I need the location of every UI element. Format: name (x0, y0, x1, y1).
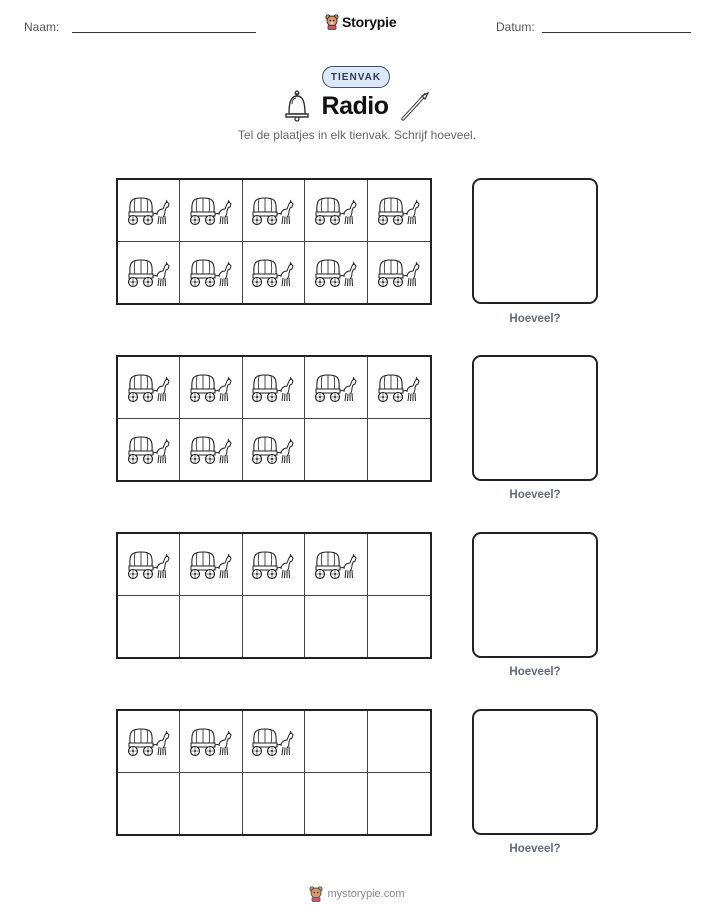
ten-frame-cell (180, 180, 242, 242)
question-label-3: Hoeveel? (509, 666, 561, 678)
covered-wagon-icon (251, 371, 295, 403)
covered-wagon-icon (127, 194, 171, 226)
ten-frame-cell (305, 534, 367, 596)
covered-wagon-icon (127, 725, 171, 757)
question-label-1: Hoeveel? (509, 313, 561, 325)
ten-frame-cell (180, 357, 242, 419)
ten-frame-cell (243, 534, 305, 596)
covered-wagon-icon (377, 194, 421, 226)
covered-wagon-icon (314, 548, 358, 580)
ten-frame-cell (118, 357, 180, 419)
date-label: Datum: (496, 20, 535, 34)
ten-frame-cell (305, 419, 367, 481)
ten-frame-cell (180, 711, 242, 773)
covered-wagon-icon (189, 433, 233, 465)
answer-box-4[interactable] (472, 709, 598, 835)
ten-frame-cell (305, 711, 367, 773)
covered-wagon-icon (189, 725, 233, 757)
ten-frame-cell (368, 419, 430, 481)
covered-wagon-icon (189, 256, 233, 288)
covered-wagon-icon (314, 194, 358, 226)
ten-frame-cell (243, 711, 305, 773)
brand-name: Storypie (342, 14, 397, 30)
ten-frame-cell (118, 773, 180, 835)
ten-frame-1 (116, 178, 432, 305)
ten-frame-cell (368, 180, 430, 242)
covered-wagon-icon (377, 256, 421, 288)
covered-wagon-icon (314, 371, 358, 403)
ten-frame-4 (116, 709, 432, 836)
ten-frame-cell (368, 711, 430, 773)
storypie-bear-icon (325, 14, 339, 30)
ten-frame-cell (118, 596, 180, 658)
answer-box-2[interactable] (472, 355, 598, 481)
ten-frame-cell (180, 419, 242, 481)
covered-wagon-icon (127, 433, 171, 465)
ten-frame-3 (116, 532, 432, 659)
ten-frame-cell (118, 180, 180, 242)
name-field[interactable] (72, 32, 256, 33)
ten-frame-cell (368, 534, 430, 596)
ten-frame-cell (305, 773, 367, 835)
ten-frame-cell (243, 773, 305, 835)
ten-frame-2 (116, 355, 432, 482)
ten-frame-cell (180, 596, 242, 658)
ten-frame-cell (180, 242, 242, 304)
covered-wagon-icon (189, 194, 233, 226)
ten-frame-cell (305, 357, 367, 419)
ten-frame-cell (368, 773, 430, 835)
covered-wagon-icon (314, 256, 358, 288)
instruction-text: Tel de plaatjes in elk tienvak. Schrijf hoeveel. (237, 128, 477, 142)
bell-icon (282, 90, 312, 122)
covered-wagon-icon (251, 194, 295, 226)
brand-logo (325, 14, 396, 30)
covered-wagon-icon (251, 433, 295, 465)
covered-wagon-icon (127, 548, 171, 580)
ten-frame-cell (243, 242, 305, 304)
ten-frame-cell (243, 180, 305, 242)
question-label-4: Hoeveel? (509, 843, 561, 855)
ten-frame-cell (368, 242, 430, 304)
title-row (0, 90, 714, 122)
ten-frame-cell (243, 419, 305, 481)
footer-url: mystorypie.com (327, 888, 405, 900)
ten-frame-cell (180, 773, 242, 835)
ten-frame-cell (118, 419, 180, 481)
ten-frame-cell (368, 357, 430, 419)
page-title: Radio (321, 91, 389, 120)
ten-frame-cell (305, 596, 367, 658)
covered-wagon-icon (189, 548, 233, 580)
ten-frame-cell (368, 596, 430, 658)
ten-frame-cell (118, 242, 180, 304)
category-badge: TIENVAK (322, 66, 390, 88)
covered-wagon-icon (189, 371, 233, 403)
storypie-bear-icon (309, 886, 323, 902)
covered-wagon-icon (127, 371, 171, 403)
covered-wagon-icon (251, 548, 295, 580)
covered-wagon-icon (251, 725, 295, 757)
date-field[interactable] (542, 32, 691, 33)
footer (0, 886, 714, 902)
answer-box-3[interactable] (472, 532, 598, 658)
ten-frame-cell (118, 711, 180, 773)
answer-box-1[interactable] (472, 178, 598, 304)
stick-icon (398, 90, 432, 122)
ten-frame-cell (305, 180, 367, 242)
covered-wagon-icon (127, 256, 171, 288)
ten-frame-cell (118, 534, 180, 596)
name-label: Naam: (24, 20, 60, 34)
covered-wagon-icon (377, 371, 421, 403)
ten-frame-cell (305, 242, 367, 304)
covered-wagon-icon (251, 256, 295, 288)
ten-frame-cell (243, 596, 305, 658)
ten-frame-cell (243, 357, 305, 419)
question-label-2: Hoeveel? (509, 489, 561, 501)
ten-frame-cell (180, 534, 242, 596)
